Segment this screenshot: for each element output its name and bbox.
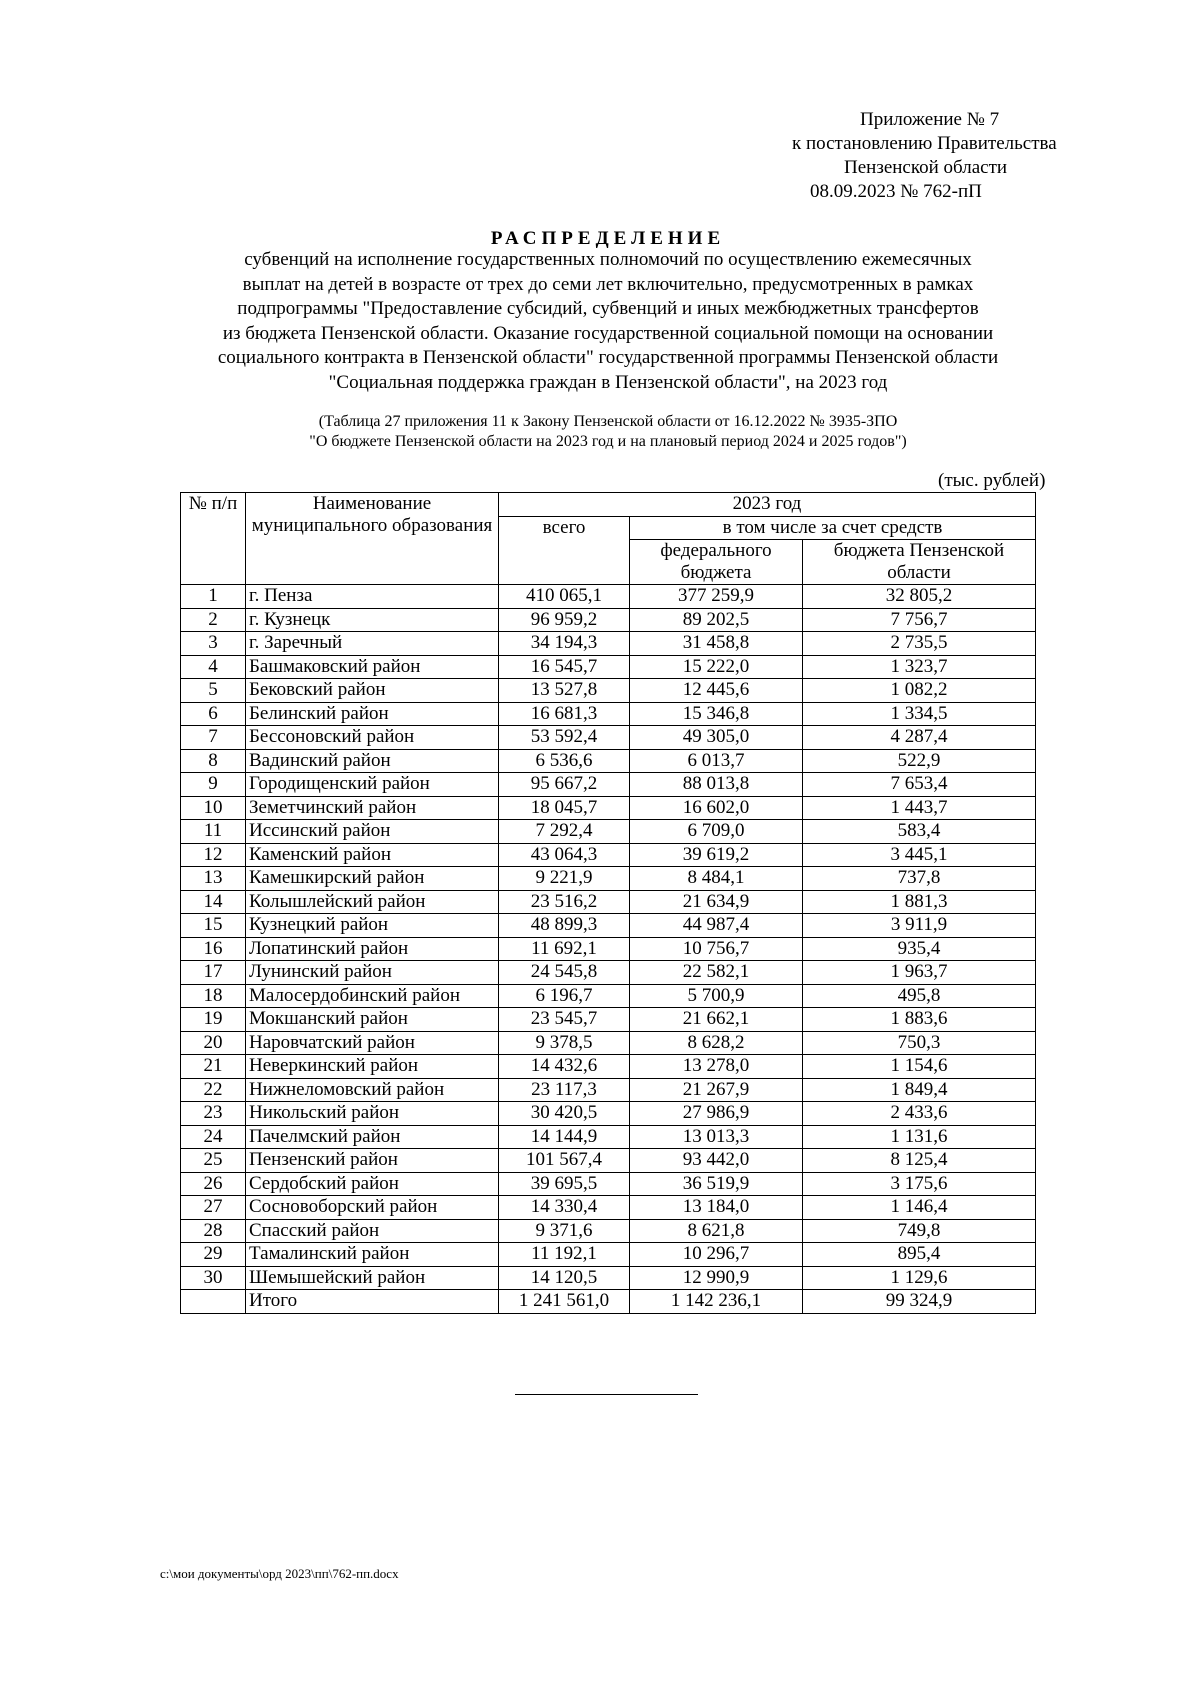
row-number: 23 [181, 1102, 246, 1126]
row-number: 20 [181, 1031, 246, 1055]
regional-value: 1 323,7 [803, 655, 1036, 679]
table-row [181, 1078, 1036, 1102]
federal-value: 27 986,9 [630, 1102, 803, 1126]
total-value: 1 241 561,0 [499, 1290, 630, 1314]
municipality-name: Лопатинский район [246, 937, 499, 961]
municipality-name: Белинский район [246, 702, 499, 726]
row-number: 18 [181, 984, 246, 1008]
federal-value: 8 628,2 [630, 1031, 803, 1055]
regional-value: 1 963,7 [803, 961, 1036, 985]
total-value: 11 192,1 [499, 1243, 630, 1267]
row-number: 30 [181, 1266, 246, 1290]
row-number: 8 [181, 749, 246, 773]
regional-value: 7 756,7 [803, 608, 1036, 632]
municipality-name: Каменский район [246, 843, 499, 867]
municipality-name: Нижнеломовский район [246, 1078, 499, 1102]
federal-value: 1 142 236,1 [630, 1290, 803, 1314]
regional-value: 1 443,7 [803, 796, 1036, 820]
regional-value: 1 146,4 [803, 1196, 1036, 1220]
table-row [181, 1125, 1036, 1149]
municipality-name: Бековский район [246, 679, 499, 703]
regional-value: 7 653,4 [803, 773, 1036, 797]
table-row [181, 984, 1036, 1008]
federal-value: 6 709,0 [630, 820, 803, 844]
regional-value: 583,4 [803, 820, 1036, 844]
row-number: 13 [181, 867, 246, 891]
regional-value: 1 131,6 [803, 1125, 1036, 1149]
total-value: 48 899,3 [499, 914, 630, 938]
row-number: 5 [181, 679, 246, 703]
header-including: в том числе за счет средств [630, 516, 1036, 540]
regional-value: 2 735,5 [803, 632, 1036, 656]
regional-value: 1 849,4 [803, 1078, 1036, 1102]
row-number: 10 [181, 796, 246, 820]
table-row [181, 608, 1036, 632]
appendix-number: Приложение № 7 [860, 109, 1000, 130]
table-row [181, 726, 1036, 750]
total-value: 6 536,6 [499, 749, 630, 773]
appendix-resolution: к постановлению Правительства [792, 133, 1057, 154]
federal-value: 15 346,8 [630, 702, 803, 726]
municipality-name: Лунинский район [246, 961, 499, 985]
municipality-name: Пензенский район [246, 1149, 499, 1173]
total-value: 53 592,4 [499, 726, 630, 750]
federal-value: 5 700,9 [630, 984, 803, 1008]
row-number: 28 [181, 1219, 246, 1243]
header-total: всего [499, 516, 630, 585]
federal-value: 22 582,1 [630, 961, 803, 985]
total-value: 23 545,7 [499, 1008, 630, 1032]
row-number: 22 [181, 1078, 246, 1102]
row-number: 4 [181, 655, 246, 679]
total-value: 11 692,1 [499, 937, 630, 961]
federal-value: 88 013,8 [630, 773, 803, 797]
regional-value: 935,4 [803, 937, 1036, 961]
row-number: 16 [181, 937, 246, 961]
regional-value: 737,8 [803, 867, 1036, 891]
regional-value: 1 154,6 [803, 1055, 1036, 1079]
regional-value: 1 883,6 [803, 1008, 1036, 1032]
federal-value: 89 202,5 [630, 608, 803, 632]
total-value: 7 292,4 [499, 820, 630, 844]
municipality-name: Сердобский район [246, 1172, 499, 1196]
row-number: 6 [181, 702, 246, 726]
federal-value: 44 987,4 [630, 914, 803, 938]
subtitle-line: "Социальная поддержка граждан в Пензенской области", на 2023 год [328, 371, 888, 393]
table-row [181, 585, 1036, 609]
federal-value: 12 990,9 [630, 1266, 803, 1290]
municipality-name: Неверкинский район [246, 1055, 499, 1079]
federal-value: 8 484,1 [630, 867, 803, 891]
total-value: 34 194,3 [499, 632, 630, 656]
reference-line: (Таблица 27 приложения 11 к Закону Пензенской области от 16.12.2022 № 3935-ЗПО [318, 413, 898, 430]
row-number: 14 [181, 890, 246, 914]
total-value: 23 117,3 [499, 1078, 630, 1102]
appendix-header [780, 108, 1100, 204]
table-row [181, 1031, 1036, 1055]
regional-value: 99 324,9 [803, 1290, 1036, 1314]
federal-value: 8 621,8 [630, 1219, 803, 1243]
table-row [181, 820, 1036, 844]
municipality-name: Иссинский район [246, 820, 499, 844]
distribution-table [180, 492, 1036, 1314]
table-body [181, 585, 1036, 1314]
table-row [181, 773, 1036, 797]
total-value: 14 432,6 [499, 1055, 630, 1079]
total-value: 9 371,6 [499, 1219, 630, 1243]
row-number: 1 [181, 585, 246, 609]
federal-value: 6 013,7 [630, 749, 803, 773]
divider-line [515, 1394, 698, 1395]
row-number: 7 [181, 726, 246, 750]
row-number: 26 [181, 1172, 246, 1196]
municipality-name: Наровчатский район [246, 1031, 499, 1055]
regional-value: 2 433,6 [803, 1102, 1036, 1126]
total-value: 18 045,7 [499, 796, 630, 820]
regional-value: 1 334,5 [803, 702, 1036, 726]
regional-value: 1 082,2 [803, 679, 1036, 703]
municipality-name: Никольский район [246, 1102, 499, 1126]
regional-value: 1 881,3 [803, 890, 1036, 914]
municipality-name: Итого [246, 1290, 499, 1314]
units-label: (тыс. рублей) [938, 470, 1046, 491]
total-value: 24 545,8 [499, 961, 630, 985]
total-value: 14 330,4 [499, 1196, 630, 1220]
total-value: 9 378,5 [499, 1031, 630, 1055]
table-row [181, 1055, 1036, 1079]
table-row [181, 1149, 1036, 1173]
total-value: 43 064,3 [499, 843, 630, 867]
total-value: 14 120,5 [499, 1266, 630, 1290]
total-value: 39 695,5 [499, 1172, 630, 1196]
row-number: 17 [181, 961, 246, 985]
federal-value: 377 259,9 [630, 585, 803, 609]
reference-note [0, 412, 1200, 452]
federal-value: 36 519,9 [630, 1172, 803, 1196]
table-row [181, 1219, 1036, 1243]
row-number: 29 [181, 1243, 246, 1267]
regional-value: 895,4 [803, 1243, 1036, 1267]
table-row [181, 890, 1036, 914]
municipality-name: Сосновоборский район [246, 1196, 499, 1220]
table-row [181, 961, 1036, 985]
federal-value: 10 756,7 [630, 937, 803, 961]
regional-value: 749,8 [803, 1219, 1036, 1243]
municipality-name: Камешкирский район [246, 867, 499, 891]
document-title: РАСПРЕДЕЛЕНИЕ [490, 228, 726, 249]
municipality-name: Башмаковский район [246, 655, 499, 679]
federal-value: 21 662,1 [630, 1008, 803, 1032]
table-row [181, 937, 1036, 961]
row-number [181, 1290, 246, 1314]
table-row [181, 1196, 1036, 1220]
regional-value: 3 175,6 [803, 1172, 1036, 1196]
header-federal: федерального бюджета [630, 540, 803, 585]
total-value: 9 221,9 [499, 867, 630, 891]
total-value: 95 667,2 [499, 773, 630, 797]
federal-value: 49 305,0 [630, 726, 803, 750]
document-subtitle [0, 248, 1200, 395]
table-row [181, 1102, 1036, 1126]
table-row [181, 1008, 1036, 1032]
municipality-name: Шемышейский район [246, 1266, 499, 1290]
header-num: № п/п [181, 493, 246, 585]
table-row [181, 632, 1036, 656]
row-number: 3 [181, 632, 246, 656]
municipality-name: г. Пенза [246, 585, 499, 609]
row-number: 12 [181, 843, 246, 867]
municipality-name: Городищенский район [246, 773, 499, 797]
row-number: 19 [181, 1008, 246, 1032]
row-number: 24 [181, 1125, 246, 1149]
table-row [181, 1266, 1036, 1290]
municipality-name: Пачелмский район [246, 1125, 499, 1149]
total-value: 30 420,5 [499, 1102, 630, 1126]
regional-value: 495,8 [803, 984, 1036, 1008]
municipality-name: г. Заречный [246, 632, 499, 656]
header-name: Наименование муниципального образования [246, 493, 499, 585]
regional-value: 4 287,4 [803, 726, 1036, 750]
municipality-name: Малосердобинский район [246, 984, 499, 1008]
file-path: c:\мои документы\орд 2023\пп\762-пп.docx [160, 1566, 399, 1581]
row-number: 11 [181, 820, 246, 844]
table-row [181, 796, 1036, 820]
regional-value: 32 805,2 [803, 585, 1036, 609]
regional-value: 750,3 [803, 1031, 1036, 1055]
appendix-region: Пензенской области [844, 157, 1008, 178]
row-number: 9 [181, 773, 246, 797]
subtitle-line: выплат на детей в возрасте от трех до семи лет включительно, предусмотренных в рамках [242, 273, 974, 295]
subtitle-line: субвенций на исполнение государственных полномочий по осуществлению ежемесячных [244, 249, 972, 270]
municipality-name: Вадинский район [246, 749, 499, 773]
federal-value: 21 267,9 [630, 1078, 803, 1102]
table-row [181, 679, 1036, 703]
table-row [181, 702, 1036, 726]
municipality-name: Мокшанский район [246, 1008, 499, 1032]
table-row [181, 1172, 1036, 1196]
municipality-name: Колышлейский район [246, 890, 499, 914]
federal-value: 21 634,9 [630, 890, 803, 914]
total-value: 6 196,7 [499, 984, 630, 1008]
total-value: 410 065,1 [499, 585, 630, 609]
total-value: 101 567,4 [499, 1149, 630, 1173]
total-value: 16 681,3 [499, 702, 630, 726]
federal-value: 15 222,0 [630, 655, 803, 679]
regional-value: 3 445,1 [803, 843, 1036, 867]
table-row [181, 843, 1036, 867]
federal-value: 39 619,2 [630, 843, 803, 867]
municipality-name: Бессоновский район [246, 726, 499, 750]
row-number: 27 [181, 1196, 246, 1220]
regional-value: 1 129,6 [803, 1266, 1036, 1290]
municipality-name: Земетчинский район [246, 796, 499, 820]
federal-value: 93 442,0 [630, 1149, 803, 1173]
total-value: 23 516,2 [499, 890, 630, 914]
table-row [181, 1243, 1036, 1267]
federal-value: 16 602,0 [630, 796, 803, 820]
table-row [181, 1290, 1036, 1314]
total-value: 96 959,2 [499, 608, 630, 632]
municipality-name: Спасский район [246, 1219, 499, 1243]
regional-value: 8 125,4 [803, 1149, 1036, 1173]
subtitle-line: подпрограммы "Предоставление субсидий, субвенций и иных межбюджетных трансфертов [237, 298, 979, 319]
header-year: 2023 год [499, 493, 1036, 517]
subtitle-line: из бюджета Пензенской области. Оказание государственной социальной помощи на основании [222, 322, 994, 344]
municipality-name: Тамалинский район [246, 1243, 499, 1267]
row-number: 2 [181, 608, 246, 632]
federal-value: 13 278,0 [630, 1055, 803, 1079]
table-row [181, 655, 1036, 679]
federal-value: 13 184,0 [630, 1196, 803, 1220]
row-number: 25 [181, 1149, 246, 1173]
total-value: 14 144,9 [499, 1125, 630, 1149]
federal-value: 31 458,8 [630, 632, 803, 656]
row-number: 21 [181, 1055, 246, 1079]
municipality-name: Кузнецкий район [246, 914, 499, 938]
reference-line: "О бюджете Пензенской области на 2023 год и на плановый период 2024 и 2025 годов") [309, 433, 907, 450]
federal-value: 13 013,3 [630, 1125, 803, 1149]
table-row [181, 914, 1036, 938]
subtitle-line: социального контракта в Пензенской области" государственной программы Пензенской области [217, 347, 999, 368]
federal-value: 12 445,6 [630, 679, 803, 703]
regional-value: 522,9 [803, 749, 1036, 773]
appendix-date: 08.09.2023 № 762-пП [810, 181, 982, 202]
table-row [181, 749, 1036, 773]
total-value: 13 527,8 [499, 679, 630, 703]
total-value: 16 545,7 [499, 655, 630, 679]
table-row [181, 867, 1036, 891]
municipality-name: г. Кузнецк [246, 608, 499, 632]
header-regional: бюджета Пензенской области [803, 540, 1036, 585]
row-number: 15 [181, 914, 246, 938]
regional-value: 3 911,9 [803, 914, 1036, 938]
federal-value: 10 296,7 [630, 1243, 803, 1267]
